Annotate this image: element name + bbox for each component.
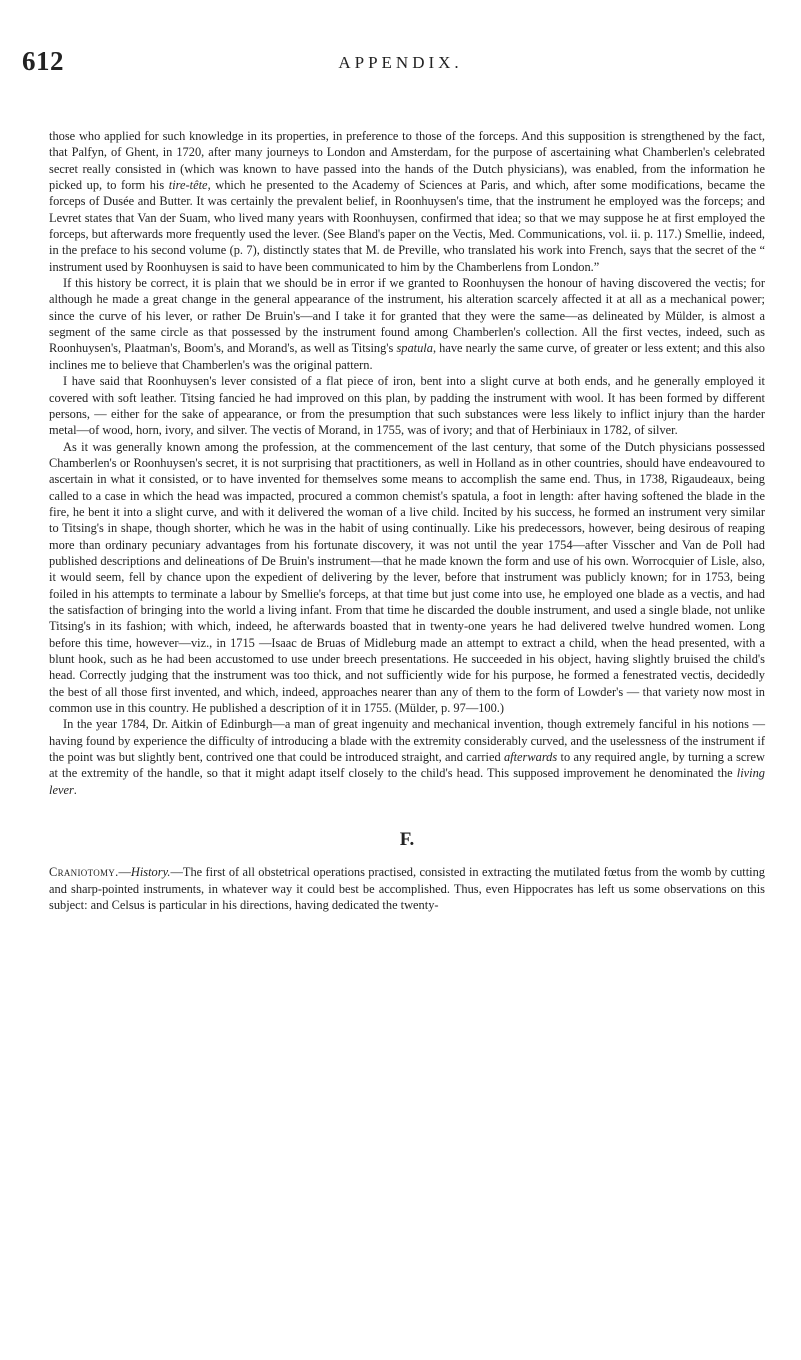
paragraph-lever: I have said that Roonhuysen's lever consisted of a flat piece of iron, bent into a slight curve at both ends, and he generally employed it covered with soft leather. Titsing fancied he had improved on this plan, by padding the instrument with wool. It has been formed by different persons, — either for the sake of appearance, or from the presumption that such substances were less likely to inflict injury than the harder metal—of wood, horn, ivory, and silver. The vectis of Morand, in 1755, was of ivory; and that of Herbiniaux in 1782, of silver. — [49, 374, 765, 438]
paragraph-craniotomy: Craniotomy.—History.—The first of all obstetrical operations practised, consisted in extracting the mutilated fœtus from the womb by cutting and sharp-pointed instruments, in whatever way it could best be accomplished. Thus, even Hippocrates has left us some observations on this subject: and Celsus is particular in his directions, having dedicated the twenty- — [49, 865, 765, 913]
italic-term: spatula — [396, 341, 433, 356]
running-head: APPENDIX. — [338, 53, 463, 72]
paragraph-history: If this history be correct, it is plain that we should be in error if we granted to Roonhuysen the honour of having discovered the vectis; for although he made a great change in the general appearance of the instrument, his alteration scarcely affected it at all as a mechanical power; since the curve of his lever, or rather De Bruin's—and I take it for granted that they were the same—as delineated by Mülder, is almost a segment of the same circle as that possessed by the instrument found among Chamberlen's collection. All the first vectes, indeed, such as Roonhuysen's, Plaatman's, Boom's, and Morand's, as well as Titsing's spatula, have nearly the same curve, of greater or less extent; and this also inclines me to believe that Chamberlen's was the original pattern. — [49, 276, 765, 372]
section-lead-italic: History. — [130, 865, 171, 880]
italic-term: tire-tête — [168, 178, 208, 193]
paragraph-palfyn: those who applied for such knowledge in its properties, in preference to those of the forceps. And this supposition is strengthened by the fact, that Palfyn, of Ghent, in 1720, after many journeys to London and Amsterdam, for the purpose of ascertaining what Chamberlen's celebrated secret really consisted in (which was known to have passed into the hands of the Dutch physicians), was enabled, from the information he picked up, to form his tire-tête, which he presented to the Academy of Sciences at Paris, and which, after some modifications, became the forceps of Dusée and Butter. It was certainly the prevalent belief, in Roonhuysen's time, that the instrument he employed was the forceps; and Levret states that Van der Suam, who lived many years with Roonhuysen, confirmed that idea; so that we may suppose he at first employed the forceps, but afterwards more frequently used the lever. (See Bland's paper on the Vectis, Med. Communications, vol. ii. p. 117.) Smellie, indeed, in the preface to his second volume (p. 7), distinctly states that M. de Preville, who translated his work into French, says that the secret of the “ instrument used by Roonhuysen is said to have been communicated to him by the Chamberlens from London.” — [49, 129, 765, 274]
italic-term: living lever — [49, 766, 765, 797]
page-header — [0, 46, 801, 86]
body-text — [49, 128, 765, 913]
italic-term: afterwards — [503, 750, 558, 765]
paragraph-aitkin: In the year 1784, Dr. Aitkin of Edinburgh—a man of great ingenuity and mechanical invention, though extremely fanciful in his notions — having found by experience the difficulty of introducing a blade with the extremity considerably curved, and the uselessness of the instrument if the point was but slightly bent, contrived one that could be introduced straight, and carried afterwards to any required angle, by turning a screw at the extremity of the handle, so that it might adapt itself closely to the child's head. This supposed improvement he denominated the living lever. — [49, 717, 765, 797]
section-lead: Craniotomy. — [49, 865, 119, 880]
page-number: 612 — [22, 46, 64, 76]
paragraph-dutch-secret: As it was generally known among the profession, at the commencement of the last century, that some of the Dutch physicians possessed Chamberlen's or Roonhuysen's secret, it is not surprising that practitioners, as well in Holland as in other countries, should have endeavoured to ascertain in what it consisted, or to have invented for themselves some means to accomplish the same end. Thus, in 1738, Rigaudeaux, being called to a case in which the head was impacted, procured a common chemist's spatula, a foot in length: after having softened the blade in the fire, he bent it into a slight curve, and with it delivered the woman of a live child. Incited by his success, he formed an instrument very similar to Titsing's in shape, though shorter, which he was in the habit of using continually. Like his predecessors, however, being desirous of reaping more than ordinary pecuniary advantages from his fortunate discovery, it was not until the year 1754—after Visscher and Van de Poll had published descriptions and delineations of De Bruin's instrument—that he made known the form and use of his own. Worrocquier of Lisle, also, it would seem, fell by chance upon the expedient of delivering by the lever, before that instrument was publicly known; for in 1753, being foiled in his attempts to terminate a labour by Smellie's forceps, at that time but just come into use, he employed one blade as a vectis, and had the satisfaction of bringing into the world a living infant. From that time he discarded the double instrument, and used a single blade, not unlike Titsing's in its fashion; with which, indeed, he afterwards boasted that in twenty-one years he had delivered twelve hundred women. Long before this time, however—viz., in 1715 —Isaac de Bruas of Midleburg made an attempt to extract a child, when the head presented, with a blunt hook, such as he had been accustomed to use under breech presentations. He succeeded in his object, having slightly bruised the child's head. Correctly judging that the instrument was too thick, and not sufficiently wide for his purpose, he formed a fenestrated vectis, decidedly the best of all those first invented, and which, indeed, approaches nearer than any of them to the form of Lowder's — that variety now most in common use in this country. He published a description of it in 1755. (Mülder, p. 97—100.) — [49, 439, 765, 716]
section-heading: F. — [399, 829, 415, 851]
